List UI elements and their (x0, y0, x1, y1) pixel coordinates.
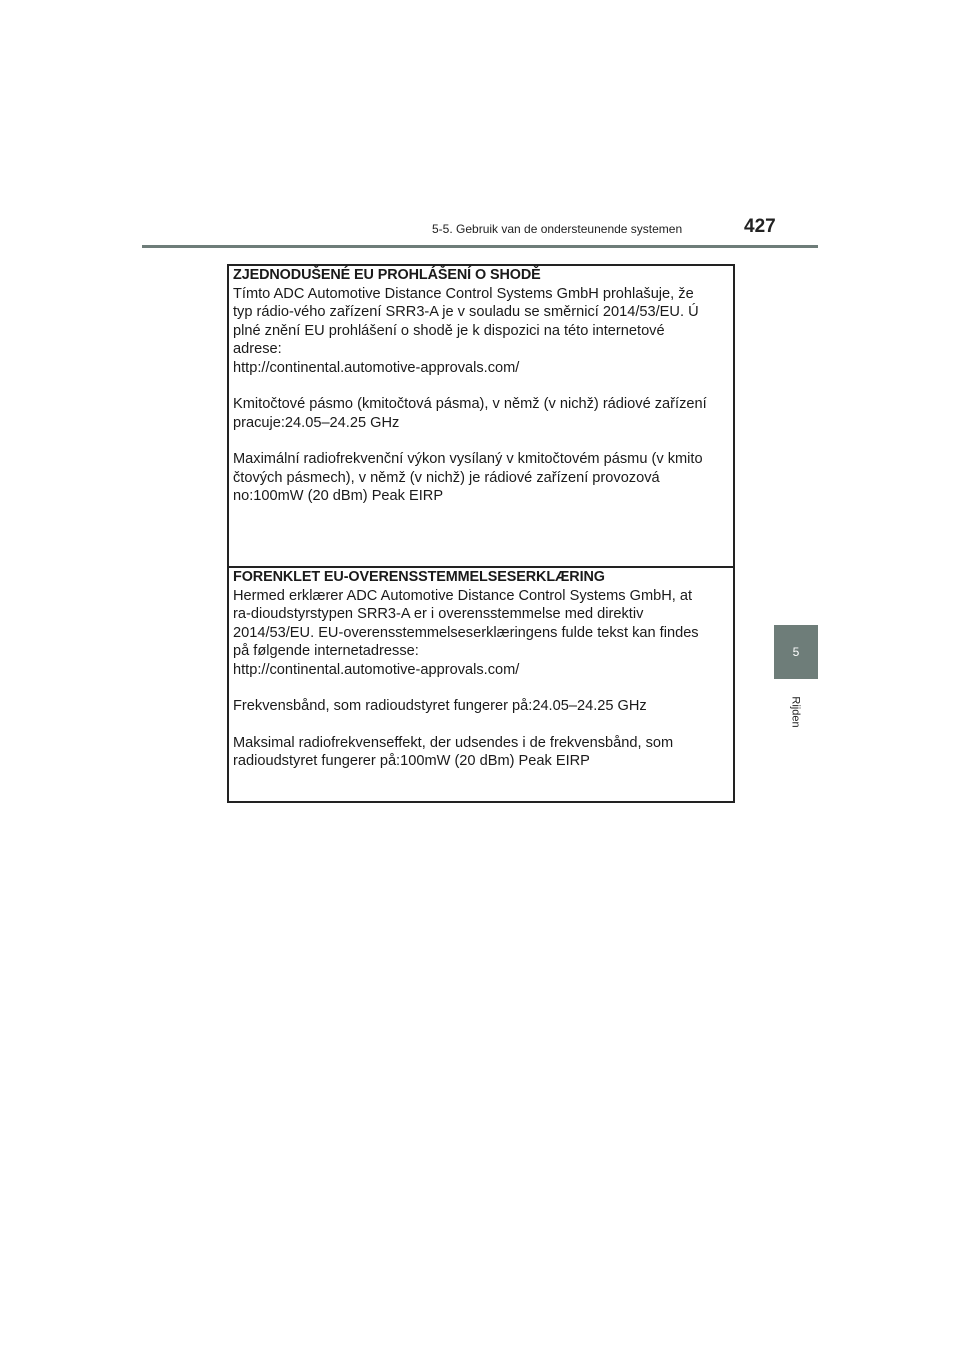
header-rule (142, 245, 818, 248)
declaration-dk-line: Hermed erklærer ADC Automotive Distance Control Systems GmbH, at (233, 587, 693, 604)
running-header-section: 5-5. Gebruik van de ondersteunende systemen (432, 222, 683, 236)
chapter-tab (774, 625, 818, 679)
declaration-cz-line: adrese: (233, 341, 282, 357)
declaration-cz-line: Tímto ADC Automotive Distance Control Systems GmbH prohlašuje, že (233, 285, 694, 302)
declaration-cz-frequency: Kmitočtové pásmo (kmitočtová pásma), v němž (v nichž) rádiové zařízení (233, 396, 707, 412)
declaration-dk-power: radioudstyret fungerer på:100mW (20 dBm) Peak EIRP (233, 753, 590, 769)
declaration-dk-frequency: Frekvensbånd, som radioudstyret fungerer på:24.05–24.25 GHz (233, 698, 647, 714)
declaration-dk (229, 568, 733, 801)
chapter-label (786, 690, 806, 734)
declaration-cz-power: no:100mW (20 dBm) Peak EIRP (233, 488, 444, 504)
declaration-dk-heading: FORENKLET EU-OVERENSSTEMMELSESERKLÆRING (233, 569, 605, 585)
chapter-number: 5 (792, 645, 800, 659)
declaration-cz-power: čtových pásmech), v němž (v nichž) je rádiové zařízení provozová (233, 469, 660, 486)
declaration-box (227, 264, 735, 803)
declaration-cz (229, 266, 733, 566)
declaration-dk-line: på følgende internetadresse: (233, 643, 419, 659)
declaration-cz-power: Maximální radiofrekvenční výkon vysílaný v kmitočtovém pásmu (v kmito (233, 451, 703, 467)
declaration-cz-heading: ZJEDNODUŠENÉ EU PROHLÁŠENÍ O SHODĚ (233, 267, 541, 283)
declaration-dk-line: ra-dioudstyrstypen SRR3-A er i overensstemmelse med direktiv (233, 606, 644, 622)
declaration-dk-power: Maksimal radiofrekvenseffekt, der udsendes i de frekvensbånd, som (233, 734, 674, 751)
declaration-cz-line: plné znění EU prohlášení o shodě je k dispozici na této internetové (233, 322, 665, 339)
page-number: 427 (744, 216, 776, 237)
declaration-dk-line: 2014/53/EU. EU-overensstemmelseserklæringens fulde tekst kan findes (233, 624, 699, 641)
declaration-cz-line: typ rádio-vého zařízení SRR3-A je v souladu se směrnicí 2014/53/EU. Ú (233, 304, 699, 320)
declaration-cz-frequency: pracuje:24.05–24.25 GHz (233, 414, 400, 431)
chapter-label-text: Rijden (790, 696, 802, 728)
declaration-dk-url: http://continental.automotive-approvals.com/ (233, 661, 520, 678)
declaration-cz-url: http://continental.automotive-approvals.com/ (233, 359, 520, 376)
